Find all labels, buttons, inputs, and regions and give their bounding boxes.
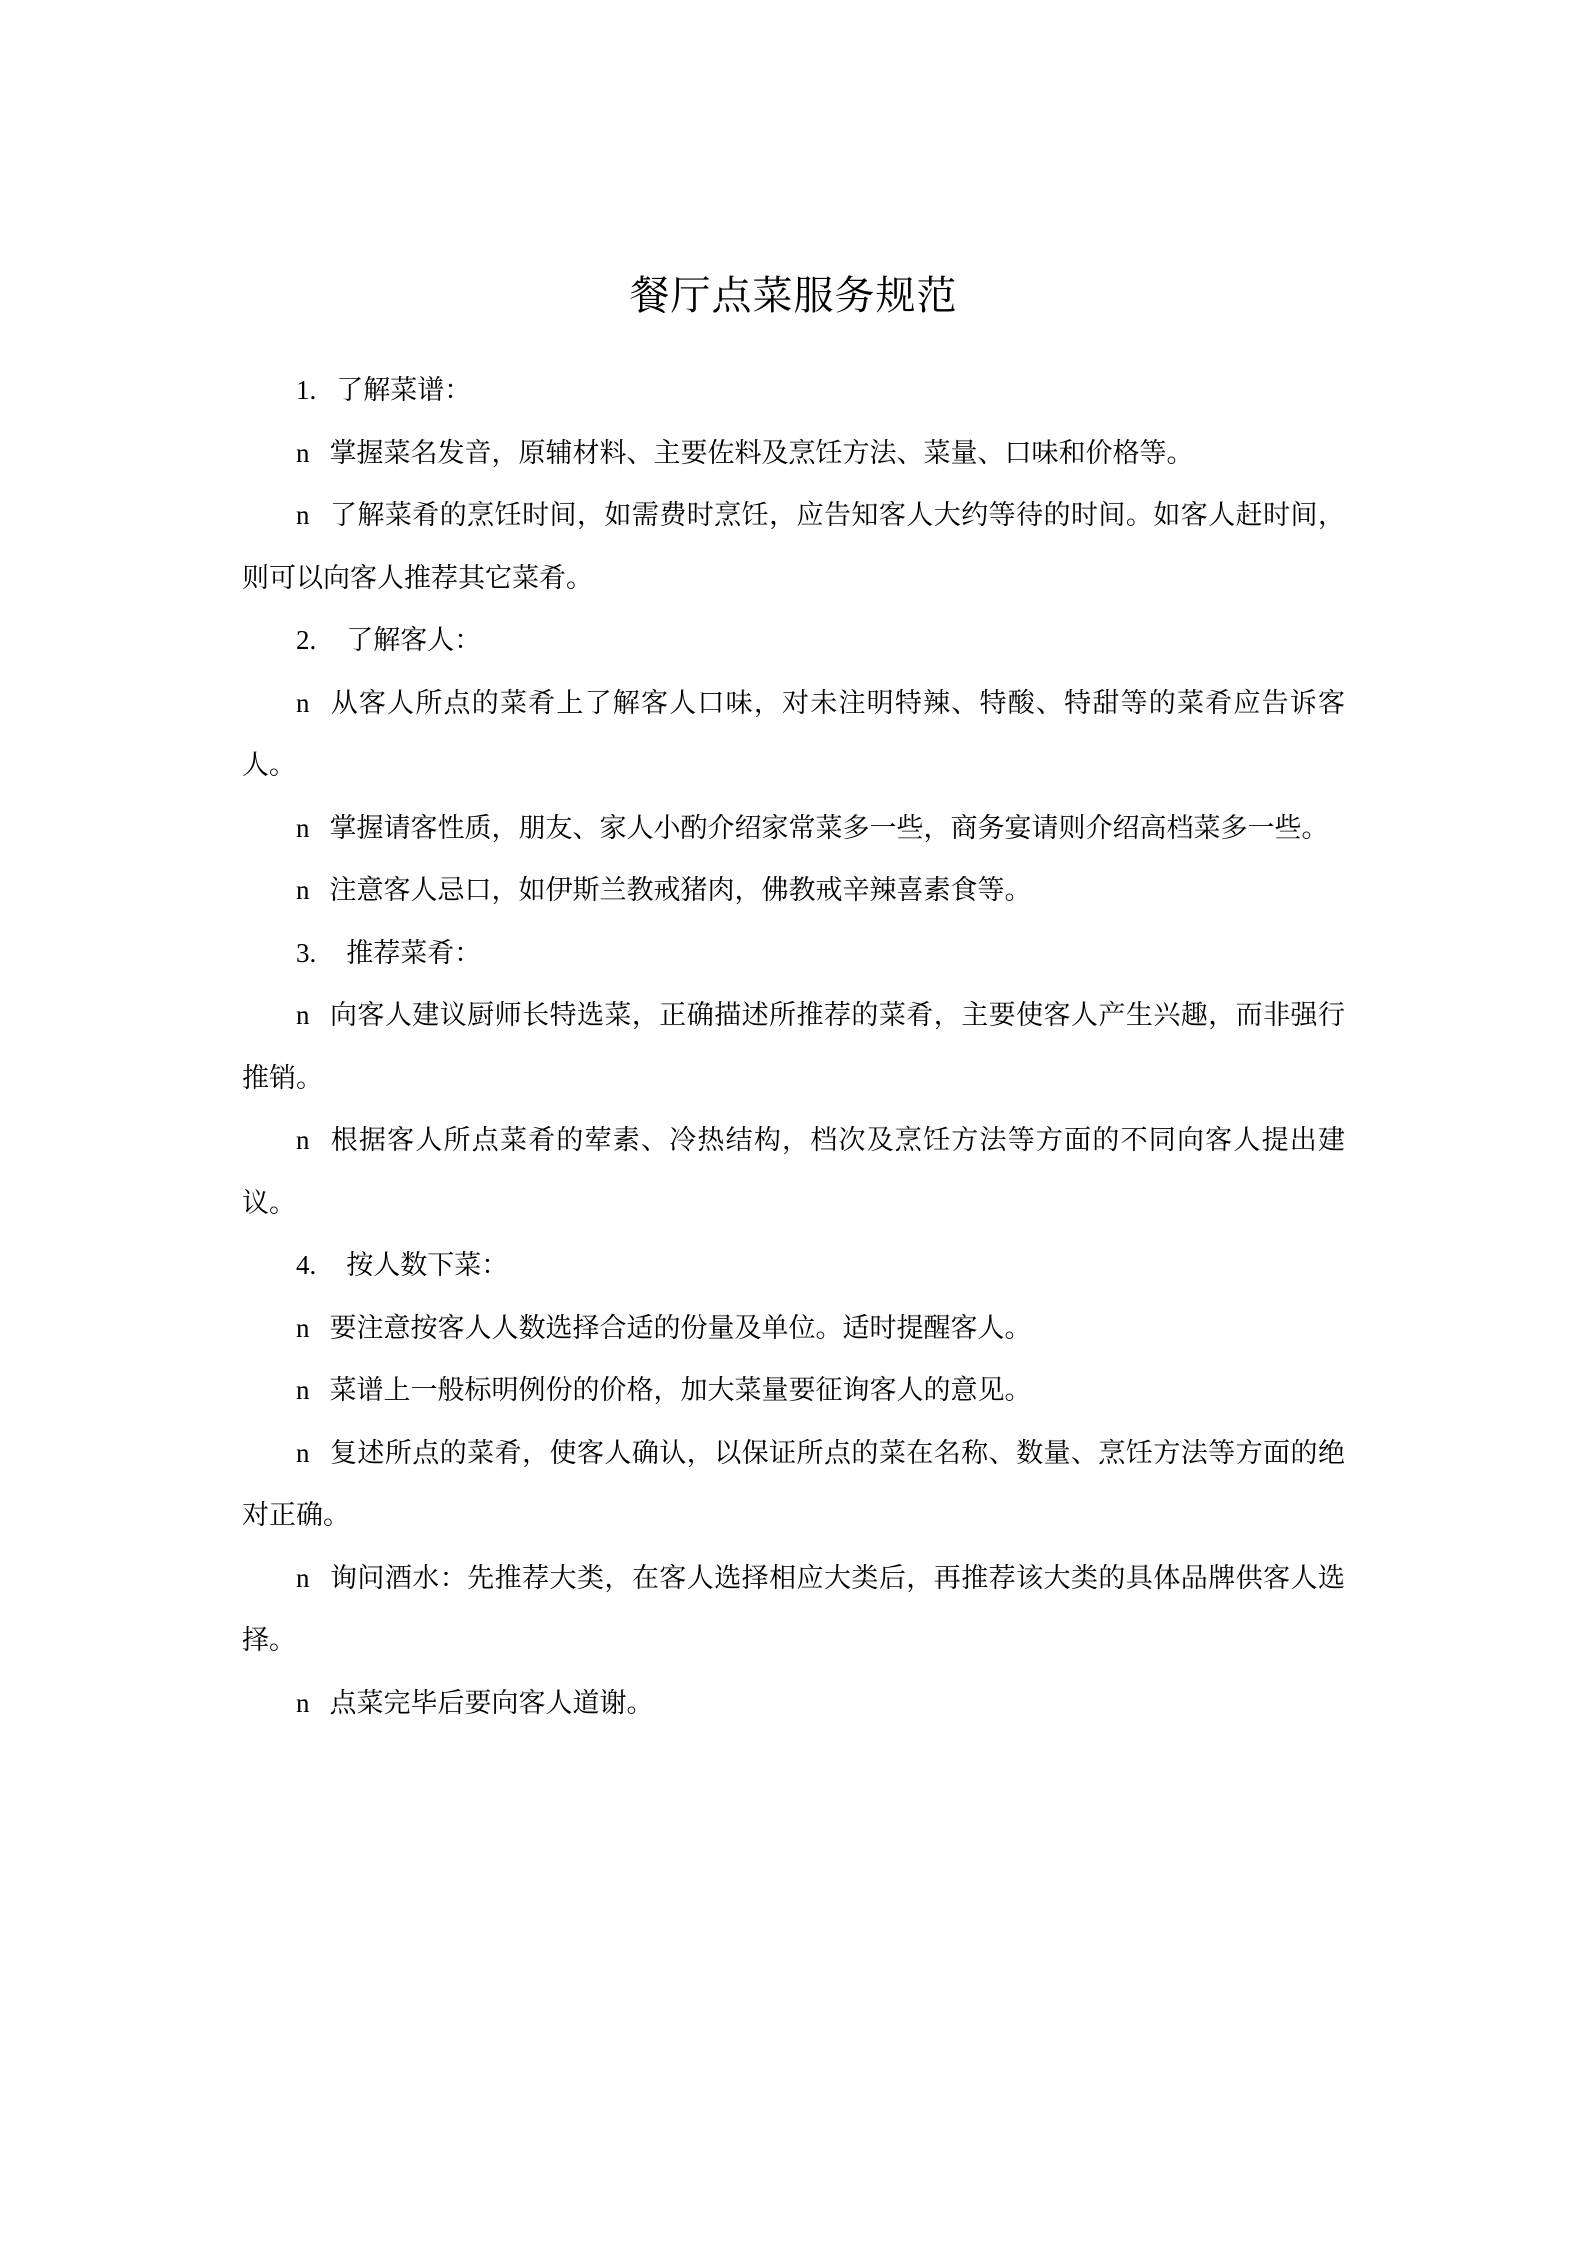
list-number: 1. bbox=[296, 375, 317, 405]
bullet-item bbox=[242, 1359, 1345, 1422]
bullet-marker: n bbox=[296, 1375, 310, 1405]
section-heading bbox=[242, 359, 1345, 422]
bullet-text: 菜谱上一般标明例份的价格，加大菜量要征询客人的意见。 bbox=[329, 1375, 1032, 1405]
section-heading-text: 了解菜谱： bbox=[336, 375, 472, 405]
bullet-item bbox=[242, 484, 1345, 609]
bullet-marker: n bbox=[296, 812, 310, 843]
bullet-item bbox=[242, 1422, 1345, 1547]
section-heading-text: 按人数下菜： bbox=[346, 1250, 509, 1280]
section-heading-text: 了解客人： bbox=[346, 625, 482, 655]
list-number: 2. bbox=[296, 625, 317, 655]
bullet-item bbox=[242, 1297, 1345, 1360]
bullet-text: 注意客人忌口，如伊斯兰教戒猪肉，佛教戒辛辣喜素食等。 bbox=[329, 875, 1032, 905]
bullet-text: 点菜完毕后要向客人道谢。 bbox=[329, 1687, 654, 1718]
bullet-marker: n bbox=[296, 1687, 310, 1718]
bullet-marker: n bbox=[296, 437, 310, 468]
page-title: 餐厅点菜服务规范 bbox=[629, 274, 958, 318]
bullet-text: 复述所点的菜肴，使客人确认，以保证所点的菜在名称、数量、烹饪方法等方面的绝对正确。 bbox=[242, 1437, 1345, 1530]
bullet-text: 根据客人所点菜肴的荤素、冷热结构，档次及烹饪方法等方面的不同向客人提出建议。 bbox=[242, 1125, 1345, 1218]
section-heading bbox=[242, 609, 1345, 672]
bullet-marker: n bbox=[296, 1312, 310, 1343]
bullet-item bbox=[242, 797, 1345, 860]
bullet-item bbox=[242, 1109, 1345, 1234]
bullet-text: 要注意按客人人数选择合适的份量及单位。适时提醒客人。 bbox=[329, 1312, 1032, 1343]
list-number: 4. bbox=[296, 1250, 317, 1280]
section-heading bbox=[242, 1234, 1345, 1297]
bullet-marker: n bbox=[296, 875, 310, 905]
bullet-item bbox=[242, 859, 1345, 922]
bullet-marker: n bbox=[296, 500, 310, 530]
bullet-text: 了解菜肴的烹饪时间，如需费时烹饪，应告知客人大约等待的时间。如客人赶时间，则可以向客人推荐其它菜肴。 bbox=[242, 500, 1345, 593]
bullet-item bbox=[242, 1672, 1345, 1735]
bullet-item bbox=[242, 672, 1345, 797]
bullet-text: 掌握菜名发音，原辅材料、主要佐料及烹饪方法、菜量、口味和价格等。 bbox=[329, 437, 1194, 468]
bullet-text: 询问酒水：先推荐大类，在客人选择相应大类后，再推荐该大类的具体品牌供客人选择。 bbox=[242, 1562, 1345, 1655]
bullet-marker: n bbox=[296, 1000, 310, 1030]
bullet-text: 从客人所点的菜肴上了解客人口味，对未注明特辣、特酸、特甜等的菜肴应告诉客人。 bbox=[242, 687, 1345, 780]
bullet-marker: n bbox=[296, 1562, 310, 1593]
bullet-text: 向客人建议厨师长特选菜，正确描述所推荐的菜肴，主要使客人产生兴趣，而非强行推销。 bbox=[242, 1000, 1345, 1093]
bullet-marker: n bbox=[296, 1125, 310, 1155]
bullet-item bbox=[242, 1547, 1345, 1672]
bullet-marker: n bbox=[296, 687, 310, 718]
bullet-marker: n bbox=[296, 1437, 310, 1468]
bullet-text: 掌握请客性质，朋友、家人小酌介绍家常菜多一些，商务宴请则介绍高档菜多一些。 bbox=[329, 812, 1329, 843]
list-number: 3. bbox=[296, 937, 317, 968]
section-heading bbox=[242, 922, 1345, 985]
section-heading-text: 推荐菜肴： bbox=[346, 937, 482, 968]
bullet-item bbox=[242, 422, 1345, 485]
bullet-item bbox=[242, 984, 1345, 1109]
